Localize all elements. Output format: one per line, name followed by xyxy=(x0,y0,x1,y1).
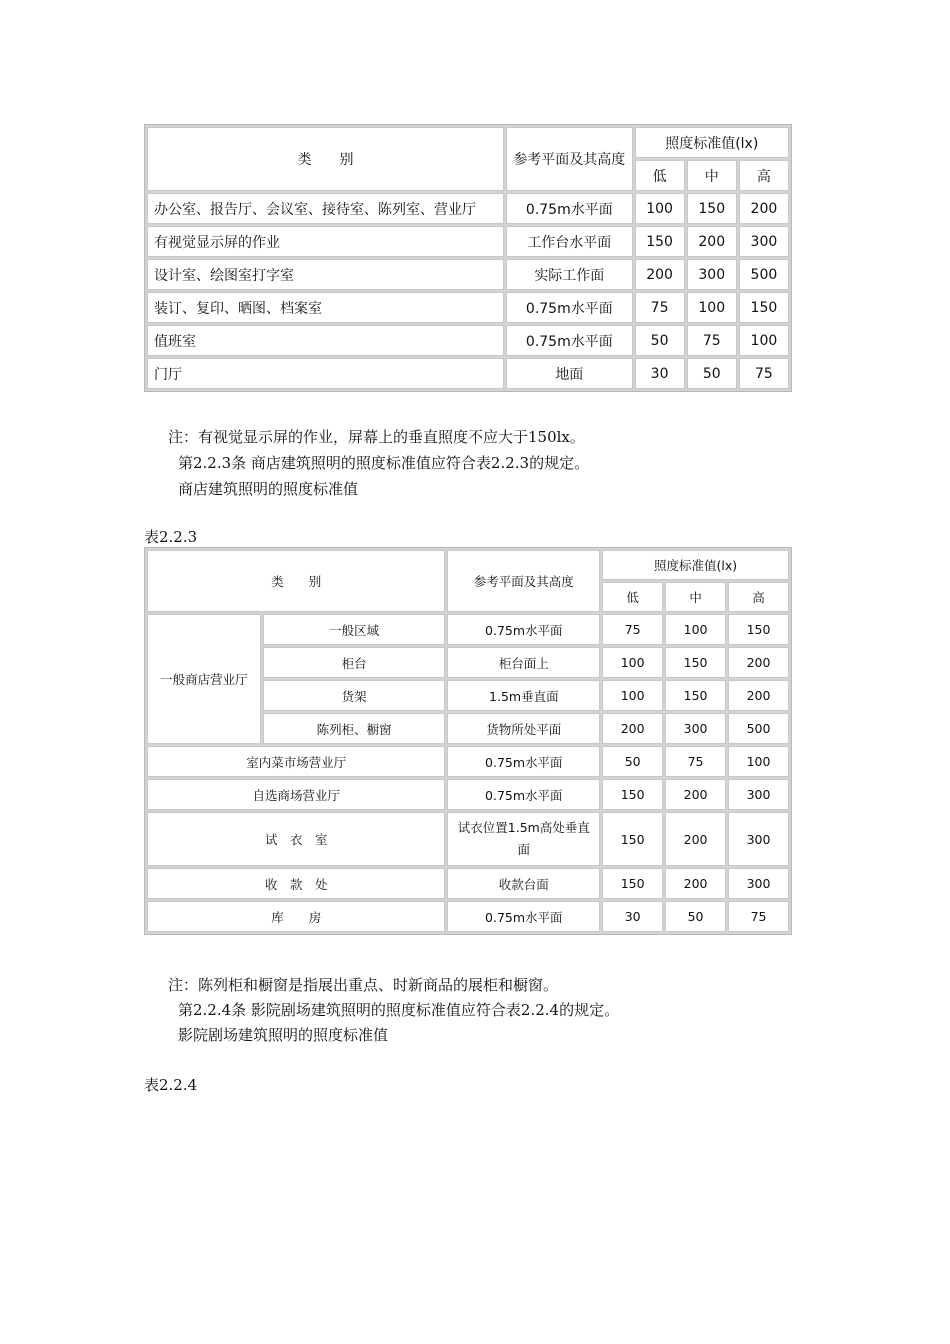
table-row xyxy=(147,901,789,932)
note-display-cabinet: 注：陈列柜和橱窗是指展出重点、时新商品的展柜和橱窗。 xyxy=(168,976,559,994)
row-category: 办公室、报告厅、会议室、接待室、陈列室、营业厅 xyxy=(147,193,504,224)
row-plane: 0.75m水平面 xyxy=(506,193,632,224)
header-standard-value: 照度标准值(lx) xyxy=(602,550,789,580)
row-low: 150 xyxy=(602,779,663,810)
row-low: 200 xyxy=(602,713,663,744)
row-high: 500 xyxy=(739,259,789,290)
table-row xyxy=(147,259,789,290)
row-category: 装订、复印、晒图、档案室 xyxy=(147,292,504,323)
row-mid: 50 xyxy=(665,901,726,932)
clause-2-2-4: 第2.2.4条 影院剧场建筑照明的照度标准值应符合表2.2.4的规定。 xyxy=(178,1001,620,1019)
row-category: 门厅 xyxy=(147,358,504,389)
table-title-2-2-4: 影院剧场建筑照明的照度标准值 xyxy=(178,1026,389,1044)
row-high: 100 xyxy=(728,746,789,777)
header-reference-plane: 参考平面及其高度 xyxy=(506,127,632,191)
row-category: 试 衣 室 xyxy=(147,812,445,866)
table-row xyxy=(147,358,789,389)
row-category: 有视觉显示屏的作业 xyxy=(147,226,504,257)
row-low: 100 xyxy=(602,680,663,711)
table-row xyxy=(147,868,789,899)
row-high: 300 xyxy=(728,868,789,899)
table-row xyxy=(147,292,789,323)
row-mid: 200 xyxy=(687,226,737,257)
row-mid: 200 xyxy=(665,812,726,866)
row-mid: 50 xyxy=(687,358,737,389)
table-row xyxy=(147,812,789,866)
row-mid: 300 xyxy=(687,259,737,290)
row-mid: 75 xyxy=(687,325,737,356)
row-mid: 150 xyxy=(665,680,726,711)
row-low: 50 xyxy=(602,746,663,777)
row-low: 75 xyxy=(602,614,663,645)
table-row xyxy=(147,325,789,356)
row-mid: 150 xyxy=(687,193,737,224)
row-category: 一般区域 xyxy=(263,614,446,645)
row-plane: 0.75m水平面 xyxy=(447,779,600,810)
row-high: 200 xyxy=(728,647,789,678)
row-high: 100 xyxy=(739,325,789,356)
row-mid: 200 xyxy=(665,868,726,899)
row-high: 75 xyxy=(739,358,789,389)
row-mid: 200 xyxy=(665,779,726,810)
row-high: 150 xyxy=(739,292,789,323)
row-plane: 0.75m水平面 xyxy=(447,901,600,932)
row-category: 值班室 xyxy=(147,325,504,356)
table-row xyxy=(147,226,789,257)
row-high: 300 xyxy=(739,226,789,257)
header-low: 低 xyxy=(602,582,663,612)
row-low: 100 xyxy=(635,193,685,224)
header-category: 类 别 xyxy=(147,127,504,191)
row-plane: 柜台面上 xyxy=(447,647,600,678)
row-category: 库 房 xyxy=(147,901,445,932)
header-low: 低 xyxy=(635,160,685,191)
row-plane: 收款台面 xyxy=(447,868,600,899)
row-high: 75 xyxy=(728,901,789,932)
header-high: 高 xyxy=(728,582,789,612)
row-low: 75 xyxy=(635,292,685,323)
row-category: 设计室、绘图室打字室 xyxy=(147,259,504,290)
row-category: 自选商场营业厅 xyxy=(147,779,445,810)
clause-2-2-3: 第2.2.3条 商店建筑照明的照度标准值应符合表2.2.3的规定。 xyxy=(178,454,590,472)
row-category: 陈列柜、橱窗 xyxy=(263,713,446,744)
row-low: 150 xyxy=(602,868,663,899)
row-category: 室内菜市场营业厅 xyxy=(147,746,445,777)
row-plane: 0.75m水平面 xyxy=(506,325,632,356)
illuminance-table-shop xyxy=(144,547,792,935)
row-plane: 1.5m垂直面 xyxy=(447,680,600,711)
row-category: 柜台 xyxy=(263,647,446,678)
header-mid: 中 xyxy=(665,582,726,612)
row-mid: 300 xyxy=(665,713,726,744)
table-row xyxy=(147,193,789,224)
row-high: 500 xyxy=(728,713,789,744)
row-low: 30 xyxy=(602,901,663,932)
row-high: 200 xyxy=(739,193,789,224)
table-row xyxy=(147,614,789,645)
row-plane: 货物所处平面 xyxy=(447,713,600,744)
row-high: 150 xyxy=(728,614,789,645)
header-category: 类 别 xyxy=(147,550,445,612)
row-low: 50 xyxy=(635,325,685,356)
row-plane: 0.75m水平面 xyxy=(447,614,600,645)
row-mid: 100 xyxy=(665,614,726,645)
row-high: 300 xyxy=(728,812,789,866)
row-plane: 0.75m水平面 xyxy=(506,292,632,323)
table-label-2-2-4: 表2.2.4 xyxy=(144,1076,198,1094)
table-title-2-2-3: 商店建筑照明的照度标准值 xyxy=(178,480,359,498)
header-high: 高 xyxy=(739,160,789,191)
header-mid: 中 xyxy=(687,160,737,191)
row-plane: 实际工作面 xyxy=(506,259,632,290)
group-general-shop-hall: 一般商店营业厅 xyxy=(147,614,261,744)
row-plane: 地面 xyxy=(506,358,632,389)
row-low: 150 xyxy=(602,812,663,866)
row-low: 150 xyxy=(635,226,685,257)
row-mid: 150 xyxy=(665,647,726,678)
row-mid: 100 xyxy=(687,292,737,323)
row-category: 货架 xyxy=(263,680,446,711)
row-low: 100 xyxy=(602,647,663,678)
header-reference-plane: 参考平面及其高度 xyxy=(447,550,600,612)
note-display-screen: 注：有视觉显示屏的作业，屏幕上的垂直照度不应大于150lx。 xyxy=(168,428,585,446)
header-standard-value: 照度标准值(lx) xyxy=(635,127,789,158)
row-plane: 工作台水平面 xyxy=(506,226,632,257)
table-label-2-2-3: 表2.2.3 xyxy=(144,528,198,546)
table-row xyxy=(147,779,789,810)
row-mid: 75 xyxy=(665,746,726,777)
row-low: 200 xyxy=(635,259,685,290)
row-high: 300 xyxy=(728,779,789,810)
table-row xyxy=(147,746,789,777)
row-category: 收 款 处 xyxy=(147,868,445,899)
row-plane: 试衣位置1.5m高处垂直面 xyxy=(447,812,600,866)
row-low: 30 xyxy=(635,358,685,389)
row-plane: 0.75m水平面 xyxy=(447,746,600,777)
illuminance-table-office xyxy=(144,124,792,392)
row-high: 200 xyxy=(728,680,789,711)
